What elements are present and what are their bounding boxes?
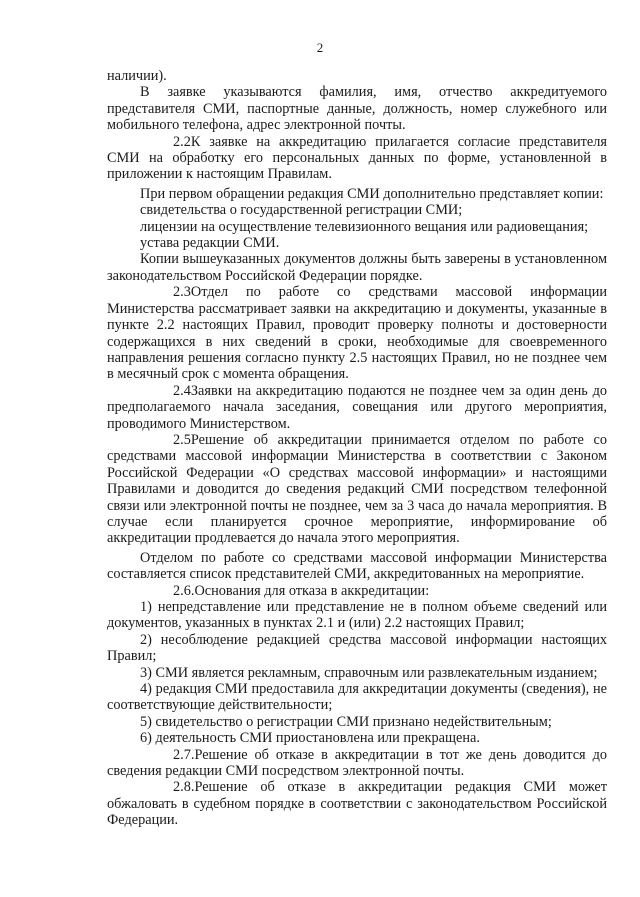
document-body [107, 68, 607, 829]
paragraph-text: 3) СМИ является рекламным, справочным или развлекательным изданием; [140, 664, 598, 681]
paragraph [107, 68, 607, 84]
paragraph [107, 84, 607, 133]
paragraph-text: Заявки на аккредитацию подаются не позднее чем за один день до предполагаемого начала заседания, совещания или другого мероприятия, проводимого Министерством. [107, 382, 607, 432]
paragraph-text: свидетельства о государственной регистрации СМИ; [140, 202, 463, 219]
numbered-paragraph [107, 779, 607, 828]
paragraph-number: 2.8. [173, 779, 195, 796]
paragraph [107, 665, 607, 681]
paragraph [107, 550, 607, 583]
paragraph-text: устава редакции СМИ. [140, 235, 280, 252]
paragraph-number: 2.2 [173, 133, 191, 150]
paragraph-number: 2.3 [173, 284, 191, 301]
paragraph-number: 2.5 [173, 431, 191, 448]
paragraph [107, 714, 607, 730]
paragraph-text: К заявке на аккредитацию прилагается согласие представителя СМИ на обработку его персональных данных по форме, установленной в приложении к настоящим Правилам. [107, 133, 607, 183]
paragraph-number: 2.4 [173, 382, 191, 399]
paragraph-text: Отдел по работе со средствами массовой информации Министерства рассматривает заявки на аккредитацию и документы, указанные в пункте 2.2 настоящих Правил, проводит проверку полноты и достоверности содержащихся в них сведений в сроки, необходимые для своевременного направления решения согласно пункту 2.5 настоящих Правил, но не позднее чем в месячный срок с момента обращения. [107, 284, 607, 383]
paragraph-text: В заявке указываются фамилия, имя, отчество аккредитуемого представителя СМИ, паспортные данные, должность, номер служебного или мобильного телефона, адрес электронной почты. [107, 84, 607, 134]
paragraph-text: Решение об отказе в аккредитации редакция СМИ может обжаловать в судебном порядке в соответствии с законодательством Российской Федерации. [107, 779, 607, 829]
paragraph-text: лицензии на осуществление телевизионного вещания или радиовещания; [140, 218, 589, 235]
paragraph [107, 599, 607, 632]
numbered-paragraph [107, 583, 607, 599]
paragraph-text: Копии вышеуказанных документов должны быть заверены в установленном законодательством Российской Федерации порядке. [107, 251, 607, 284]
numbered-paragraph [107, 134, 607, 183]
paragraph-text: Основания для отказа в аккредитации: [194, 582, 430, 599]
paragraph-number: 2.6. [173, 582, 195, 599]
paragraph-text: При первом обращении редакция СМИ дополнительно представляет копии: [140, 185, 604, 202]
paragraph [107, 219, 607, 235]
paragraph-text: Решение об аккредитации принимается отделом по работе со средствами массовой информации Министерства в соответствии с Законом Российской Федерации «О средствах массовой информации» и настоящими Правилами и доводится до сведения редакций СМИ посредством телефонной связи или электронной почты не позднее, чем за 3 часа до начала мероприятия. В случае если планируется срочное мероприятие, информирование об аккредитации продлевается до начала этого мероприятия. [107, 431, 607, 547]
paragraph-text: 2) несоблюдение редакцией средства массовой информации настоящих Правил; [107, 631, 607, 665]
numbered-paragraph [107, 747, 607, 780]
paragraph [107, 730, 607, 746]
paragraph [107, 235, 607, 251]
paragraph [107, 632, 607, 665]
paragraph-text: 1) непредставление или представление не в полном объеме сведений или документов, указанных в пунктах 2.1 и (или) 2.2 настоящих Правил; [107, 599, 607, 632]
paragraph-text: наличии). [107, 68, 167, 84]
paragraph-text: 6) деятельность СМИ приостановлена или прекращена. [140, 730, 480, 747]
paragraph [107, 202, 607, 218]
paragraph-number: 2.7. [173, 746, 195, 763]
page-number: 2 [316, 40, 324, 55]
numbered-paragraph [107, 383, 607, 432]
paragraph [107, 186, 607, 202]
paragraph-text: Решение об отказе в аккредитации в тот же день доводится до сведения редакции СМИ посредством электронной почты. [107, 746, 607, 780]
numbered-paragraph [107, 432, 607, 547]
paragraph-text: 5) свидетельство о регистрации СМИ признано недействительным; [140, 713, 552, 730]
paragraph [107, 681, 607, 714]
paragraph-text: 4) редакция СМИ предоставила для аккредитации документы (сведения), не соответствующие действительности; [107, 681, 607, 714]
paragraph-text: Отделом по работе со средствами массовой информации Министерства составляется список представителей СМИ, аккредитованных на мероприятие. [107, 549, 607, 583]
numbered-paragraph [107, 284, 607, 382]
paragraph [107, 251, 607, 284]
